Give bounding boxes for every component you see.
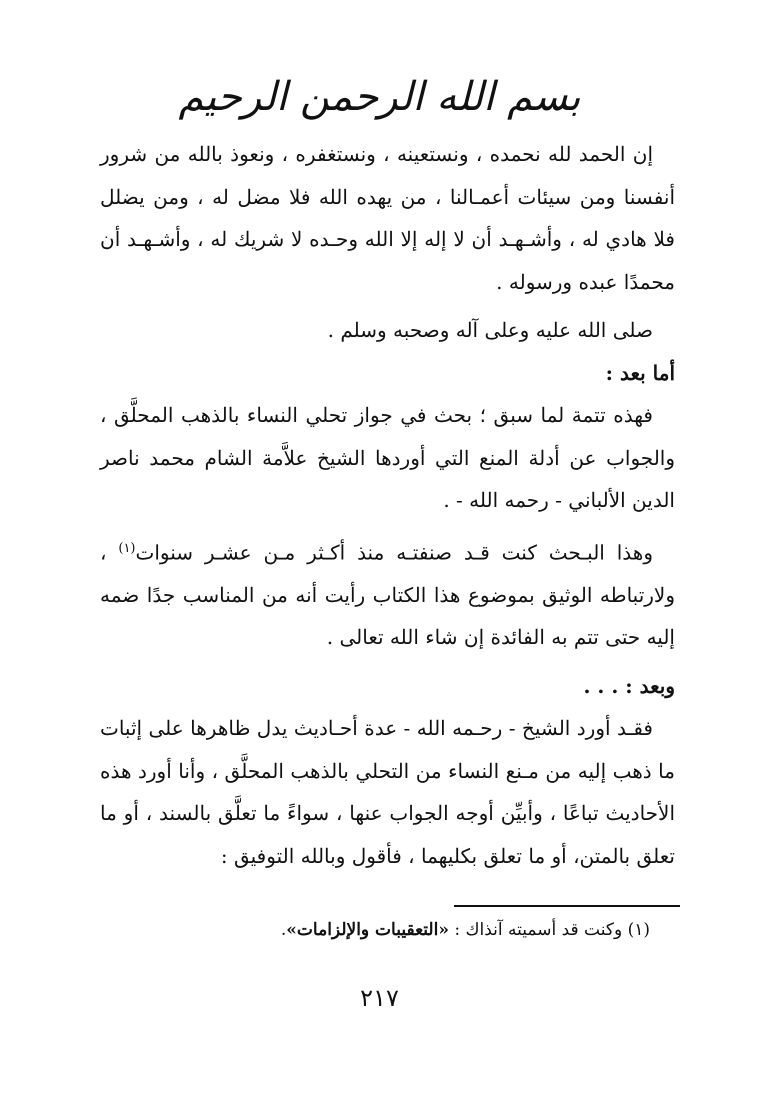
main-text <box>100 133 675 877</box>
heading-wa-bad: وبعد : . . . <box>583 673 675 698</box>
footnote-marker: (١) <box>627 920 650 940</box>
salutation-paragraph: صلى الله عليه وعلى آله وصحبه وسلم . <box>327 318 653 342</box>
hadith-intro-paragraph: فقـد أورد الشيخ - رحـمه الله - عدة أحـاديث يدل ظاهرها على إثبات ما ذهب إليه من مـنع النساء من التحلي بالذهب المحلَّق ، وأنا أورد هذه الأحاديث تباعًا ، وأبيِّن أوجه الجواب عنها ، سواءً ما تعلَّق بالسند ، أو ما تعلق بالمتن، أو ما تعلق بكليهما ، فأقول وبالله التوفيق : <box>100 716 675 868</box>
footnote-end: . <box>280 920 287 940</box>
research-paragraph <box>100 528 675 659</box>
research-text-start: وهذا البـحث كنت قـد صنفتـه منذ أكـثر مـن عشـر سنوات <box>135 540 654 565</box>
footnote-book-title: «التعقيبات والإلزامات» <box>286 920 449 940</box>
page-number: ٢١٧ <box>360 984 399 1012</box>
heading-amma-bad: أما بعد : <box>605 360 675 385</box>
footnote-divider <box>454 905 680 907</box>
basmala-calligraphy: بسم الله الرحمن الرحيم <box>178 74 581 120</box>
intro-paragraph: فهذه تتمة لما سبق ؛ بحث في جواز تحلي النساء بالذهب المحلَّق ، والجواب عن أدلة المنع التي أوردها الشيخ علاَّمة الشام محمد ناصر الدين الألباني - رحمه الله - . <box>100 403 675 512</box>
footnote <box>100 915 650 945</box>
research-text-end: ، ولارتباطه الوثيق بموضوع هذا الكتاب رأيت أنه من المناسب جدًا ضمه إليه حتى تتم به الفائدة إن شاء الله تعالى . <box>100 540 675 650</box>
footnote-reference: (١) <box>118 540 136 556</box>
footnote-text: وكنت قد أسميته آنذاك : <box>454 920 623 940</box>
opening-praise-paragraph: إن الحمد لله نحمده ، ونستعينه ، ونستغفره ، ونعوذ بالله من شرور أنفسنا ومن سيئات أعمـالنا ، من يهده الله فلا مضل له ، ومن يضلل فلا هادي له ، وأشـهـد أن لا إله إلا الله وحـده لا شريك له ، وأشـهـد أن محمدًا عبده ورسوله . <box>100 142 675 294</box>
